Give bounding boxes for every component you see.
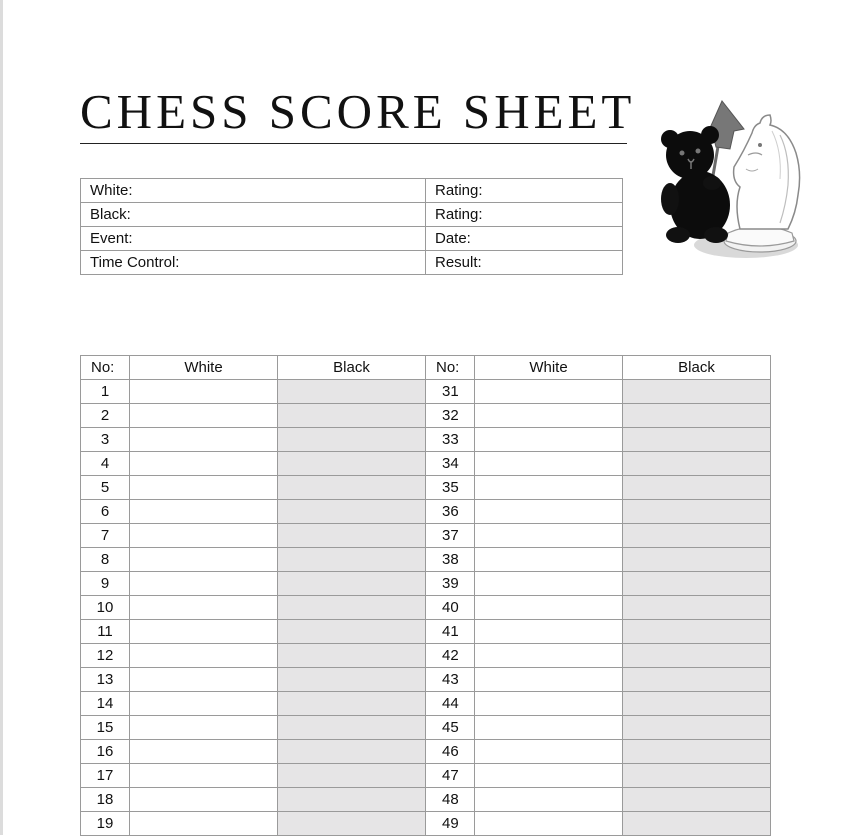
black-move-cell[interactable]	[623, 740, 771, 764]
move-number: 33	[426, 428, 475, 452]
white-move-cell[interactable]	[475, 788, 623, 812]
white-move-cell[interactable]	[130, 428, 278, 452]
move-number: 4	[81, 452, 130, 476]
move-number: 47	[426, 764, 475, 788]
black-move-cell[interactable]	[623, 404, 771, 428]
move-number: 38	[426, 548, 475, 572]
black-move-cell[interactable]	[623, 428, 771, 452]
black-move-cell[interactable]	[278, 500, 426, 524]
table-row	[81, 812, 771, 836]
black-move-cell[interactable]	[623, 620, 771, 644]
white-move-cell[interactable]	[475, 716, 623, 740]
black-move-cell[interactable]	[278, 620, 426, 644]
white-move-cell[interactable]	[130, 620, 278, 644]
move-number: 18	[81, 788, 130, 812]
page-left-edge	[0, 0, 3, 835]
move-number: 32	[426, 404, 475, 428]
black-move-cell[interactable]	[278, 692, 426, 716]
white-move-cell[interactable]	[475, 644, 623, 668]
white-move-cell[interactable]	[475, 668, 623, 692]
white-move-cell[interactable]	[130, 380, 278, 404]
table-row	[81, 692, 771, 716]
black-move-cell[interactable]	[278, 404, 426, 428]
move-number: 19	[81, 812, 130, 836]
move-number: 5	[81, 476, 130, 500]
move-number: 40	[426, 596, 475, 620]
white-move-cell[interactable]	[475, 596, 623, 620]
white-move-cell[interactable]	[130, 812, 278, 836]
white-move-cell[interactable]	[475, 404, 623, 428]
date-field[interactable]: Date:	[426, 227, 623, 251]
black-move-cell[interactable]	[623, 476, 771, 500]
move-number: 13	[81, 668, 130, 692]
title-underline	[80, 143, 627, 144]
black-move-cell[interactable]	[278, 428, 426, 452]
white-move-cell[interactable]	[130, 644, 278, 668]
move-number-header: No:	[426, 356, 475, 380]
table-row	[81, 548, 771, 572]
black-move-cell[interactable]	[278, 764, 426, 788]
info-row-event	[81, 227, 623, 251]
table-row	[81, 596, 771, 620]
table-row	[81, 716, 771, 740]
black-move-cell[interactable]	[623, 644, 771, 668]
move-number: 9	[81, 572, 130, 596]
move-number: 36	[426, 500, 475, 524]
white-move-cell[interactable]	[475, 764, 623, 788]
white-move-cell[interactable]	[475, 380, 623, 404]
black-move-cell[interactable]	[623, 380, 771, 404]
black-move-cell[interactable]	[623, 716, 771, 740]
move-number: 41	[426, 620, 475, 644]
black-move-cell[interactable]	[278, 596, 426, 620]
white-player-field[interactable]: White:	[81, 179, 426, 203]
black-move-cell[interactable]	[623, 452, 771, 476]
white-move-cell[interactable]	[130, 740, 278, 764]
black-move-cell[interactable]	[278, 572, 426, 596]
black-move-cell[interactable]	[278, 812, 426, 836]
white-move-cell[interactable]	[130, 404, 278, 428]
move-number: 17	[81, 764, 130, 788]
move-number: 10	[81, 596, 130, 620]
black-move-cell[interactable]	[278, 452, 426, 476]
black-move-cell[interactable]	[278, 380, 426, 404]
score-rows	[81, 380, 771, 836]
black-move-cell[interactable]	[623, 812, 771, 836]
move-number: 1	[81, 380, 130, 404]
move-number: 11	[81, 620, 130, 644]
table-row	[81, 668, 771, 692]
black-move-cell[interactable]	[623, 572, 771, 596]
table-row	[81, 476, 771, 500]
black-move-cell[interactable]	[278, 476, 426, 500]
move-number: 3	[81, 428, 130, 452]
white-move-cell[interactable]	[475, 740, 623, 764]
move-number: 34	[426, 452, 475, 476]
table-row	[81, 740, 771, 764]
move-number: 35	[426, 476, 475, 500]
black-move-cell[interactable]	[278, 524, 426, 548]
black-move-cell[interactable]	[623, 500, 771, 524]
white-move-cell[interactable]	[475, 548, 623, 572]
white-move-cell[interactable]	[475, 692, 623, 716]
black-move-cell[interactable]	[278, 548, 426, 572]
white-move-cell[interactable]	[130, 476, 278, 500]
black-move-cell[interactable]	[278, 788, 426, 812]
white-move-cell[interactable]	[130, 452, 278, 476]
table-row	[81, 428, 771, 452]
move-number: 48	[426, 788, 475, 812]
white-move-cell[interactable]	[475, 524, 623, 548]
white-move-cell[interactable]	[130, 548, 278, 572]
black-rating-field[interactable]: Rating:	[426, 203, 623, 227]
table-row	[81, 452, 771, 476]
move-number: 15	[81, 716, 130, 740]
move-number: 16	[81, 740, 130, 764]
info-row-white	[81, 179, 623, 203]
black-move-header: Black	[278, 356, 426, 380]
move-number: 8	[81, 548, 130, 572]
white-move-header: White	[475, 356, 623, 380]
white-move-cell[interactable]	[475, 500, 623, 524]
move-score-table	[80, 355, 771, 836]
move-number: 2	[81, 404, 130, 428]
move-number: 39	[426, 572, 475, 596]
table-row	[81, 788, 771, 812]
table-row	[81, 404, 771, 428]
time-control-field[interactable]: Time Control:	[81, 251, 426, 275]
white-move-cell[interactable]	[475, 476, 623, 500]
move-number: 14	[81, 692, 130, 716]
move-number: 7	[81, 524, 130, 548]
white-move-cell[interactable]	[475, 812, 623, 836]
move-number: 49	[426, 812, 475, 836]
black-move-cell[interactable]	[278, 740, 426, 764]
black-move-cell[interactable]	[623, 764, 771, 788]
move-number: 42	[426, 644, 475, 668]
table-row	[81, 524, 771, 548]
move-number: 44	[426, 692, 475, 716]
move-number: 12	[81, 644, 130, 668]
table-row	[81, 620, 771, 644]
move-number: 45	[426, 716, 475, 740]
white-rating-field[interactable]: Rating:	[426, 179, 623, 203]
black-move-cell[interactable]	[278, 668, 426, 692]
move-number: 37	[426, 524, 475, 548]
info-row-time-control	[81, 251, 623, 275]
move-number: 43	[426, 668, 475, 692]
black-player-field[interactable]: Black:	[81, 203, 426, 227]
white-move-cell[interactable]	[130, 596, 278, 620]
table-row	[81, 380, 771, 404]
black-move-header: Black	[623, 356, 771, 380]
page-title: CHESS SCORE SHEET	[80, 84, 636, 139]
white-move-cell[interactable]	[130, 572, 278, 596]
white-move-cell[interactable]	[130, 692, 278, 716]
white-move-cell[interactable]	[130, 788, 278, 812]
black-move-cell[interactable]	[278, 716, 426, 740]
white-move-cell[interactable]	[130, 716, 278, 740]
black-move-cell[interactable]	[623, 548, 771, 572]
move-number: 46	[426, 740, 475, 764]
white-move-cell[interactable]	[130, 668, 278, 692]
white-move-cell[interactable]	[475, 572, 623, 596]
white-move-cell[interactable]	[130, 764, 278, 788]
black-move-cell[interactable]	[623, 788, 771, 812]
white-move-cell[interactable]	[475, 428, 623, 452]
white-move-cell[interactable]	[130, 524, 278, 548]
score-header-row	[81, 356, 771, 380]
move-number: 31	[426, 380, 475, 404]
black-move-cell[interactable]	[623, 692, 771, 716]
table-row	[81, 500, 771, 524]
table-row	[81, 764, 771, 788]
result-field[interactable]: Result:	[426, 251, 623, 275]
white-move-cell[interactable]	[130, 500, 278, 524]
black-move-cell[interactable]	[623, 668, 771, 692]
event-field[interactable]: Event:	[81, 227, 426, 251]
table-row	[81, 644, 771, 668]
table-row	[81, 572, 771, 596]
white-move-cell[interactable]	[475, 452, 623, 476]
info-row-black	[81, 203, 623, 227]
white-move-cell[interactable]	[475, 620, 623, 644]
black-move-cell[interactable]	[623, 524, 771, 548]
move-number-header: No:	[81, 356, 130, 380]
move-number: 6	[81, 500, 130, 524]
white-move-header: White	[130, 356, 278, 380]
game-info-table	[80, 178, 623, 275]
black-move-cell[interactable]	[278, 644, 426, 668]
black-move-cell[interactable]	[623, 596, 771, 620]
bear-holding-arrow-with-knight-icon	[648, 95, 808, 270]
